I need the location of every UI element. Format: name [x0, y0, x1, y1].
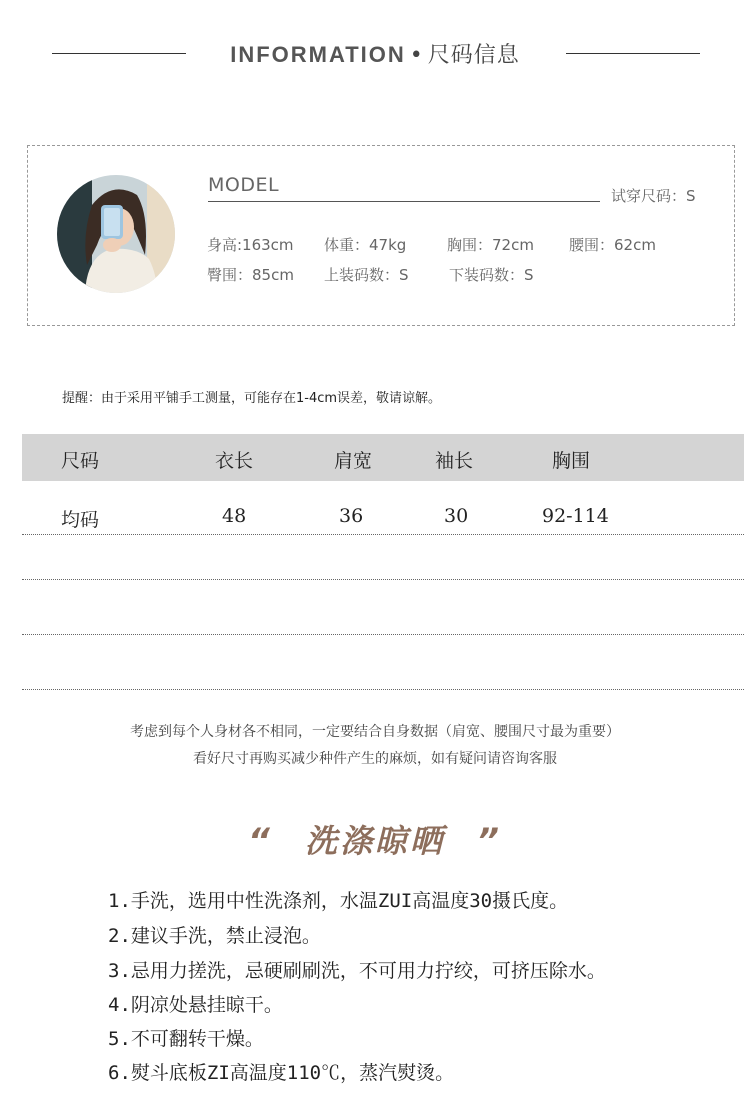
measurement-reminder: 提醒：由于采用平铺手工测量，可能存在1-4cm误差，敬请谅解。	[62, 391, 442, 406]
model-underline	[208, 201, 600, 202]
model-weight: 体重：47kg	[324, 236, 407, 254]
model-top-size: 上装码数：S	[324, 266, 409, 284]
washing-item: 4.阴凉处悬挂晾干。	[108, 994, 283, 1016]
washing-title	[0, 816, 750, 862]
title-cn: 尺码信息	[427, 43, 520, 68]
cell-shoulder: 36	[339, 505, 364, 527]
model-avatar	[57, 175, 175, 293]
size-note-1: 考虑到每个人身材各不相同，一定要结合自身数据（肩宽、腰围尺寸最为重要）	[130, 724, 620, 740]
size-note-2: 看好尺寸再购买减少种件产生的麻烦，如有疑问请咨询客服	[193, 751, 557, 767]
model-label: MODEL	[208, 174, 280, 196]
model-bottom-size: 下装码数：S	[449, 266, 534, 284]
tryon-size: 试穿尺码：S	[611, 187, 696, 205]
cell-size: 均码	[61, 509, 100, 531]
cell-length: 48	[222, 505, 247, 527]
col-header-bust: 胸围	[552, 450, 591, 472]
model-waist: 腰围：62cm	[569, 236, 656, 254]
model-bust: 胸围：72cm	[447, 236, 534, 254]
close-quote: ”	[477, 821, 503, 861]
washing-item: 2.建议手洗，禁止浸泡。	[108, 925, 321, 947]
open-quote: “	[247, 821, 273, 861]
model-hip: 臀围：85cm	[207, 266, 294, 284]
table-row-divider	[22, 534, 744, 535]
table-row-divider	[22, 689, 744, 690]
col-header-shoulder: 肩宽	[334, 450, 373, 472]
cell-sleeve: 30	[444, 505, 469, 527]
washing-title-text: 洗涤晾晒	[304, 822, 445, 860]
washing-item: 6.熨斗底板ZI高温度110℃，蒸汽熨烫。	[108, 1062, 455, 1084]
page-title	[0, 38, 750, 69]
table-row-divider	[22, 579, 744, 580]
cell-bust: 92-114	[542, 505, 609, 527]
col-header-size: 尺码	[61, 450, 100, 472]
table-row-divider	[22, 634, 744, 635]
size-table-header	[22, 434, 744, 481]
washing-item: 5.不可翻转干燥。	[108, 1028, 264, 1050]
title-dot: •	[409, 43, 424, 68]
col-header-sleeve: 袖长	[435, 450, 474, 472]
washing-item: 1.手洗，选用中性洗涤剂，水温ZUI高温度30摄氏度。	[108, 890, 569, 912]
washing-item: 3.忌用力搓洗，忌硬刷刷洗，不可用力拧绞，可挤压除水。	[108, 960, 606, 982]
col-header-length: 衣长	[215, 450, 254, 472]
model-height: 身高:163cm	[207, 236, 294, 254]
title-en: INFORMATION	[230, 42, 406, 67]
